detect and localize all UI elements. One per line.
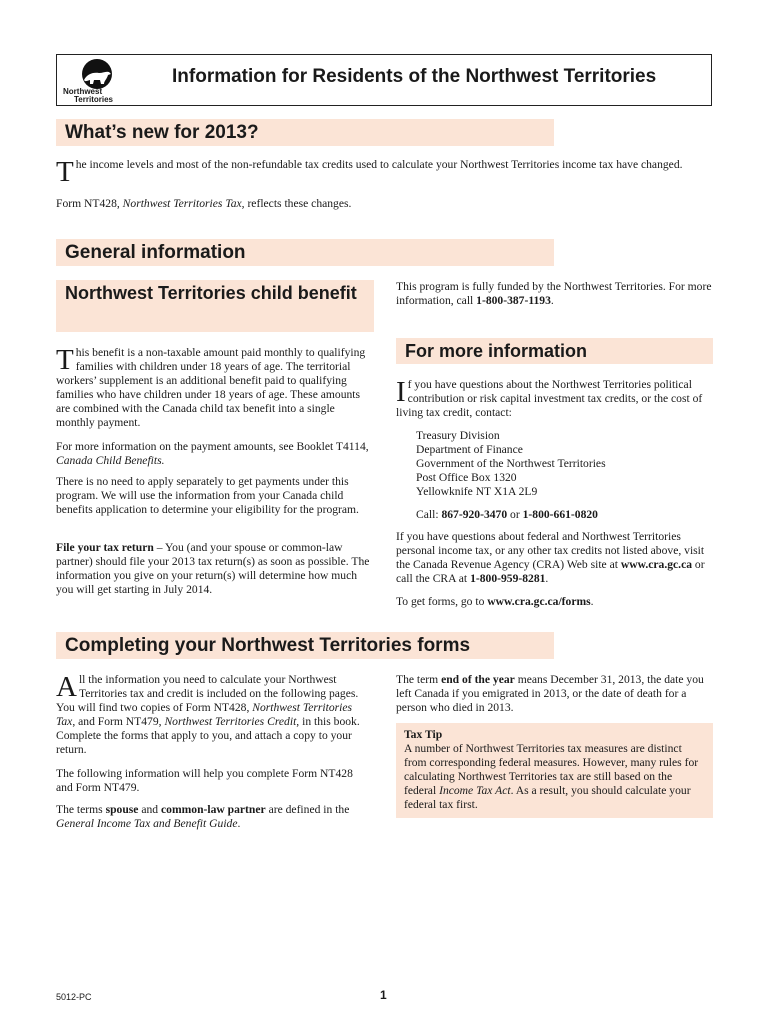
more-info-text: f you have questions about the Northwest Territories political contribution or risk capital investment tax credits, or the cost of living tax credit, contact: bbox=[396, 378, 703, 419]
text: ll the information you need to calculate your Northwest Territories tax and credit is included on the following pages. You will find two copies of Form NT428, bbox=[56, 673, 359, 714]
more-info-intro bbox=[396, 378, 714, 420]
get-forms-paragraph bbox=[396, 595, 714, 609]
nwt-logo bbox=[62, 58, 120, 104]
terms-paragraph bbox=[56, 803, 372, 831]
form-code: 5012-PC bbox=[56, 992, 92, 1002]
form-title: Northwest Territories Tax bbox=[56, 701, 353, 728]
whats-new-form-note bbox=[56, 197, 712, 211]
federal-info-paragraph bbox=[396, 530, 714, 586]
logo-text-line2: Territories bbox=[74, 95, 113, 104]
child-benefit-intro bbox=[56, 346, 372, 430]
act-title: Income Tax Act bbox=[439, 784, 511, 797]
text: or bbox=[507, 508, 523, 521]
text: – You (and your spouse or common-law partner) should file your 2013 tax return(s) as soon as possible. The information you give on your return(s) will determine how much you will get starting in July 2014. bbox=[56, 541, 370, 596]
phone-number: 1-800-387-1193 bbox=[476, 294, 551, 307]
phone-number: 1-800-959-8281 bbox=[470, 572, 546, 585]
cra-website-link[interactable]: www.cra.gc.ca bbox=[620, 558, 693, 571]
call-line bbox=[416, 508, 712, 522]
tax-tip-box bbox=[396, 723, 713, 818]
text: , and Form NT479, bbox=[72, 715, 165, 728]
page-number: 1 bbox=[380, 988, 387, 1002]
cra-forms-link[interactable]: www.cra.gc.ca/forms bbox=[487, 595, 591, 608]
child-benefit-text: his benefit is a non-taxable amount paid monthly to qualifying families with children under 18 years of age. The territorial workers’ supplement is an additional benefit paid to qualifying families who have children under 18 years of age. These amounts are combined with the Canada child tax benefit into a single monthly payment. bbox=[56, 346, 366, 429]
text: This program is fully funded by the Northwest Territories. For more information, call bbox=[396, 280, 712, 307]
general-info-heading: General information bbox=[56, 239, 554, 266]
text: reflects these changes. bbox=[244, 197, 352, 210]
address-line: Department of Finance bbox=[416, 443, 523, 456]
phone-number: 1-800-661-0820 bbox=[522, 508, 598, 521]
guide-title: General Income Tax and Benefit Guide bbox=[56, 817, 238, 830]
text: . bbox=[237, 817, 241, 830]
text: means December 31, 2013, the date you left Canada if you emigrated in 2013, or the date of death for a person who died in 2013. bbox=[396, 673, 704, 714]
completing-intro bbox=[56, 673, 372, 757]
end-of-year-paragraph bbox=[396, 673, 714, 715]
term: common-law partner bbox=[161, 803, 266, 816]
address-line: Government of the Northwest Territories bbox=[416, 457, 606, 470]
form-title: Northwest Territories Credit bbox=[164, 715, 297, 728]
text: . As a result, you should calculate your federal tax first. bbox=[404, 784, 691, 811]
text: . bbox=[550, 294, 554, 307]
whats-new-paragraph bbox=[56, 156, 712, 188]
dropcap: T bbox=[56, 156, 74, 188]
file-tax-return-label: File your tax return bbox=[56, 541, 154, 554]
address-line: Yellowknife NT X1A 2L9 bbox=[416, 485, 538, 498]
text: To get forms, go to bbox=[396, 595, 488, 608]
child-benefit-heading: Northwest Territories child benefit bbox=[56, 280, 374, 332]
term: spouse bbox=[105, 803, 139, 816]
address-line: Post Office Box 1320 bbox=[416, 471, 517, 484]
child-benefit-no-apply: There is no need to apply separately to get payments under this program. We will use the information from your Canada child benefits application to determine your eligibility for the program. bbox=[56, 475, 359, 516]
text: For more information on the payment amounts, see Booklet T4114, bbox=[56, 440, 369, 453]
whats-new-text: he income levels and most of the non-refundable tax credits used to calculate your Northwest Territories income tax have changed. bbox=[75, 158, 683, 171]
text: The terms bbox=[56, 803, 106, 816]
dropcap: T bbox=[56, 344, 74, 376]
more-info-heading: For more information bbox=[396, 338, 713, 364]
text: . bbox=[545, 572, 549, 585]
whats-new-heading: What’s new for 2013? bbox=[56, 119, 554, 146]
tax-tip-title: Tax Tip bbox=[404, 728, 443, 741]
dropcap: I bbox=[396, 376, 406, 408]
form-title: Northwest Territories Tax, bbox=[122, 197, 245, 210]
completing-help: The following information will help you complete Form NT428 and Form NT479. bbox=[56, 767, 353, 794]
funded-paragraph bbox=[396, 280, 714, 308]
dropcap: A bbox=[56, 671, 77, 703]
text: and bbox=[138, 803, 162, 816]
tax-tip-text bbox=[404, 742, 705, 812]
contact-address bbox=[416, 429, 712, 499]
text: . bbox=[590, 595, 594, 608]
page-title: Information for Residents of the Northwest Territories bbox=[172, 66, 657, 87]
phone-number: 867-920-3470 bbox=[441, 508, 508, 521]
text: If you have questions about federal and Northwest Territories personal income tax, or any other tax credits not listed above, visit the Canada Revenue Agency (CRA) Web site at bbox=[396, 530, 705, 571]
text: are defined in the bbox=[265, 803, 350, 816]
term: end of the year bbox=[441, 673, 515, 686]
call-label: Call: bbox=[416, 508, 442, 521]
file-tax-return-paragraph bbox=[56, 541, 372, 597]
logo-text-line1: Northwest bbox=[63, 87, 103, 96]
booklet-title: Canada Child Benefits. bbox=[56, 454, 165, 467]
text: or call the CRA at bbox=[396, 558, 705, 585]
text: The term bbox=[396, 673, 442, 686]
child-benefit-payment-info bbox=[56, 440, 372, 468]
completing-forms-heading: Completing your Northwest Territories forms bbox=[56, 632, 554, 659]
text: Form NT428, bbox=[56, 197, 123, 210]
text: , in this book. Complete the forms that apply to you, and attach a copy to your return. bbox=[56, 715, 360, 756]
address-line: Treasury Division bbox=[416, 429, 500, 442]
text: A number of Northwest Territories tax measures are distinct from corresponding federal measures. However, many rules for calculating Northwest Territories tax are still based on the federal bbox=[404, 742, 699, 797]
